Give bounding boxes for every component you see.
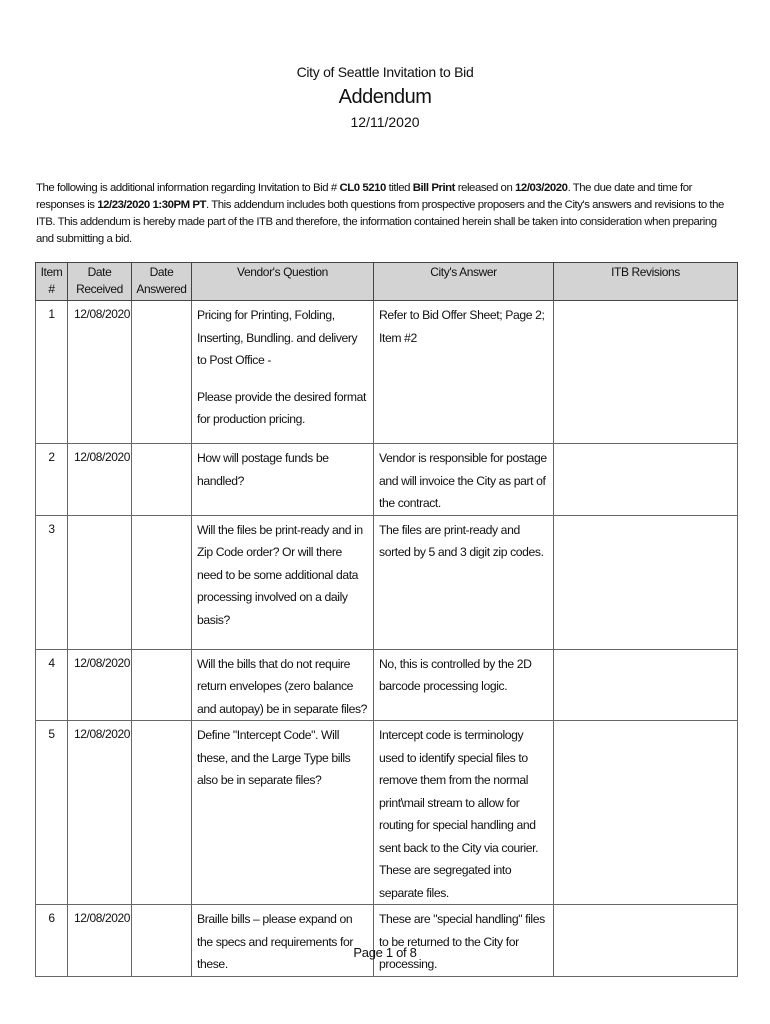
itb-revisions (554, 721, 738, 905)
date-answered (132, 444, 192, 516)
itb-revisions (554, 515, 738, 649)
item-number: 1 (36, 301, 68, 444)
header-vendor-question: Vendor's Question (192, 263, 374, 301)
bid-title: Bill Print (412, 182, 456, 194)
date-received: 12/08/2020 (68, 905, 132, 977)
itb-revisions (554, 444, 738, 516)
header-itb-revisions: ITB Revisions (554, 263, 738, 301)
item-number: 5 (36, 721, 68, 905)
document-title: Addendum (338, 86, 432, 108)
intro-paragraph: The following is additional information regarding Invitation to Bid # CL0 5210 titled Bill Print released on 12/03/2020. The due date and time for responses is 12/23/2020 1:30PM PT. This addendum includes both questions from prospective proposers and the City's answers and revisions to the ITB. This addendum is hereby made part of the ITB and therefore, the information contained herein shall be taken into consideration when preparing and submitting a bid. (36, 182, 724, 245)
date-received: 12/08/2020 (68, 301, 132, 444)
date-received (68, 515, 132, 649)
date-answered (132, 301, 192, 444)
table-header-row (36, 263, 738, 301)
bid-number: CL0 5210 (339, 182, 386, 194)
item-number: 3 (36, 515, 68, 649)
date-received: 12/08/2020 (68, 444, 132, 516)
table-row (36, 905, 738, 977)
vendor-question: How will postage funds be handled? (192, 444, 374, 516)
date-received: 12/08/2020 (68, 721, 132, 905)
city-answer: These are "special handling" files to be returned to the City for processing. (374, 905, 554, 977)
item-number: 2 (36, 444, 68, 516)
table-row (36, 444, 738, 516)
date-answered (132, 721, 192, 905)
vendor-question: Define "Intercept Code". Will these, and the Large Type bills also be in separate files? (192, 721, 374, 905)
table-row (36, 649, 738, 721)
itb-revisions (554, 649, 738, 721)
item-number: 6 (36, 905, 68, 977)
city-answer: No, this is controlled by the 2D barcode processing logic. (374, 649, 554, 721)
city-answer: Refer to Bid Offer Sheet; Page 2; Item #2 (374, 301, 554, 444)
date-answered (132, 515, 192, 649)
due-date: 12/23/2020 1:30PM PT (97, 199, 207, 211)
itb-revisions (554, 301, 738, 444)
date-answered (132, 905, 192, 977)
header-item: Item # (36, 263, 68, 301)
document-subtitle: City of Seattle Invitation to Bid (296, 64, 474, 80)
page-number: Page 1 of 8 (353, 945, 417, 960)
table-row (36, 301, 738, 444)
city-answer: The files are print-ready and sorted by 5 and 3 digit zip codes. (374, 515, 554, 649)
header-date-received: Date Received (68, 263, 132, 301)
qa-table (35, 262, 738, 977)
vendor-question: Will the bills that do not require return envelopes (zero balance and autopay) be in separate files? (192, 649, 374, 721)
city-answer: Intercept code is terminology used to identify special files to remove them from the normal print\mail stream to allow for routing for special handling and sent back to the City via courier. These are segregated into separate files. (374, 721, 554, 905)
date-received: 12/08/2020 (68, 649, 132, 721)
header-date-answered: Date Answered (132, 263, 192, 301)
item-number: 4 (36, 649, 68, 721)
vendor-question: Pricing for Printing, Folding, Inserting, Bundling. and delivery to Post Office - Please provide the desired format for production pricing. (192, 301, 374, 444)
vendor-question: Will the files be print-ready and in Zip Code order? Or will there need to be some additional data processing involved on a daily basis? (192, 515, 374, 649)
vendor-question: Braille bills – please expand on the specs and requirements for these. (192, 905, 374, 977)
city-answer: Vendor is responsible for postage and will invoice the City as part of the contract. (374, 444, 554, 516)
itb-revisions (554, 905, 738, 977)
date-answered (132, 649, 192, 721)
table-row (36, 515, 738, 649)
document-date: 12/11/2020 (350, 114, 420, 130)
release-date: 12/03/2020 (515, 182, 568, 194)
header-city-answer: City's Answer (374, 263, 554, 301)
table-row (36, 721, 738, 905)
